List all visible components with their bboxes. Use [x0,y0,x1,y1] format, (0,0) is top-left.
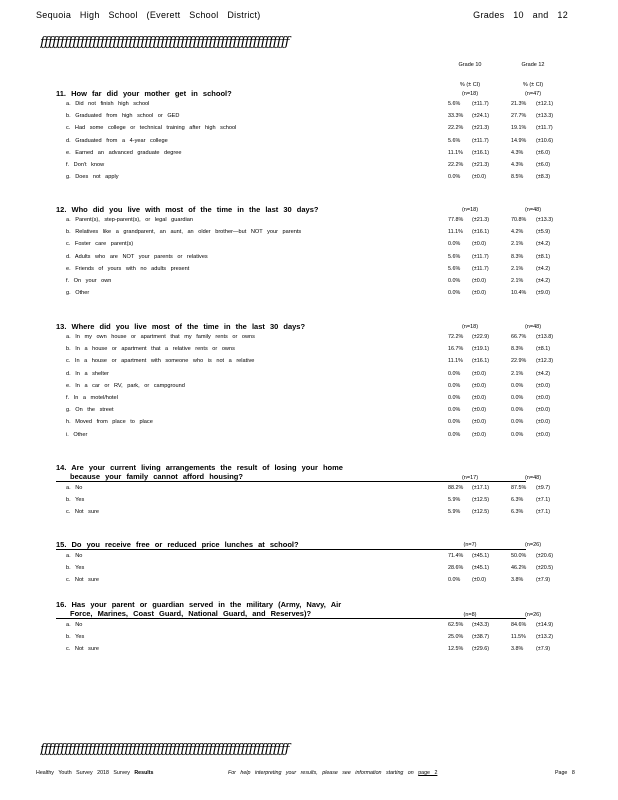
grade12-percent: 14.9% [511,137,527,144]
question-title [56,540,542,550]
grade10-ci: (±12.5) [472,497,490,504]
grade10-ci: (±21.3) [472,125,490,132]
answer-label: c. Had some college or technical training after high school [66,125,237,132]
answer-label: e. Friends of yours with no adults present [66,265,190,272]
grade12-ci: (±8.3) [536,174,551,181]
question-title [56,463,542,482]
grade12-ci: (±13.3) [536,113,554,120]
grade10-percent: 71.4% [448,553,464,559]
answer-label: f. In a motel/hotel [66,394,118,401]
answer-label: b. Relatives like a grandparent, an aunt, an older brother—but NOT your parents [66,229,302,236]
answer-row [56,214,554,226]
grade12-ci: (±6.0) [536,149,551,156]
grade12-percent: 84.6% [511,622,527,628]
grade10-sample-size: (n=8) [463,612,477,618]
answer-row [56,429,551,441]
grade10-ci: (±38.7) [472,634,490,641]
grade10-ci: (±19.1) [472,346,490,353]
grade12-ci: (±4.2) [536,265,551,272]
answer-row [56,631,554,643]
grade10-percent: 0.0% [448,419,461,426]
answer-row [56,263,551,275]
answer-label: a. No [66,622,83,628]
answer-label: d. In a shelter [66,370,109,377]
question-title-line: 15. Do you receive free or reduced price lunches at school? [56,540,299,549]
answer-row [56,226,551,238]
grade10-ci: (±0.0) [472,419,487,426]
grade12-percent: 2.1% [511,265,524,272]
grade12-ci: (±0.0) [536,394,551,401]
answer-label: f. Don't know [66,161,105,168]
answer-row [56,275,551,287]
answer-label: i. Other [66,431,88,438]
grade12-ci: (±7.1) [536,509,551,516]
grade10-percent: 0.0% [448,277,461,284]
question-title-line: 16. Has your parent or guardian served in the military (Army, Navy, Air [56,600,342,609]
page-number: Page 8 [555,770,575,776]
grade12-ci: (±6.0) [536,161,551,168]
grade12-ci: (±9.7) [536,485,551,491]
grade10-percent: 0.0% [448,407,461,414]
answer-label: c. Not sure [66,646,100,653]
grade10-percent: 0.0% [448,174,461,181]
footer-survey [36,770,154,776]
grade12-ci: (±13.2) [536,634,554,641]
grade12-ci: (±5.9) [536,229,551,236]
answer-row [56,238,551,250]
question-title-line-2: Force, Marines, Coast Guard, National Guard, and Reserves)? [70,609,312,618]
grade12-ci: (±4.2) [536,277,551,284]
grade12-ci: (±10.6) [536,137,554,144]
answer-label: g. On the street [66,407,114,414]
grade10-percent: 72.2% [448,334,464,340]
footer-help [228,770,437,776]
grade10-percent: 22.2% [448,125,464,132]
grade12-ci: (±0.0) [536,407,551,414]
answer-label: b. Yes [66,634,85,641]
grade12-percent: 27.7% [511,113,527,120]
answer-label: a. No [66,553,83,559]
grade10-percent: 77.8% [448,217,464,223]
answer-row [56,159,551,171]
grade12-percent: 2.1% [511,277,524,284]
grade10-ci: (±11.7) [472,265,489,272]
grade10-percent: 88.2% [448,485,464,491]
answer-label: b. Yes [66,565,85,572]
answer-row [56,392,551,404]
grade12-ci: (±7.9) [536,646,551,653]
grade12-percent: 4.2% [511,229,524,236]
answer-row [56,171,551,183]
grade10-percent: 5.9% [448,497,461,504]
grade12-percent: 8.3% [511,346,524,353]
grade12-percent: 10.4% [511,290,527,297]
grade12-ci: (±0.0) [536,419,551,426]
answer-row [56,147,551,159]
grade12-ci: (±11.7) [536,125,553,132]
grade10-sample-size: (n=17) [461,475,479,481]
answer-row [56,343,551,355]
grade10-percent: 22.2% [448,161,464,168]
grade10-ci: (±0.0) [472,277,487,284]
question-title [56,322,542,331]
grade10-percent: 0.0% [448,577,461,584]
grade12-percent: 3.8% [511,577,524,584]
grade10-ci: (±11.7) [472,137,489,144]
grade10-ci: (±22.9) [472,334,490,340]
grade12-percent: 2.1% [511,370,524,377]
grade12-ci: (±8.1) [536,346,551,353]
grade10-ci: (±0.0) [472,241,487,248]
grade10-percent: 0.0% [448,431,461,438]
answer-row [56,416,551,428]
grade12-ci: (±4.2) [536,241,551,248]
grade10-ci: (±0.0) [472,407,487,414]
answer-row [56,550,554,562]
grade10-ci: (±11.7) [472,101,489,107]
question-block [56,205,554,299]
grade12-ci: (±12.1) [536,101,554,107]
answer-row [56,331,554,343]
grade12-percent: 2.1% [511,241,524,248]
grade10-ci: (±17.1) [472,485,490,491]
question-title [56,600,542,619]
question-block [56,540,554,587]
col-grade12-pct: % (± CI) [522,82,544,88]
answer-row [56,506,551,518]
answer-row [56,643,551,655]
question-title-line: 13. Where did you live most of the time in the last 30 days? [56,322,306,331]
decorative-divider-top: ƒƒƒƒƒƒƒƒƒƒƒƒƒƒƒƒƒƒƒƒƒƒƒƒƒƒƒƒƒƒƒƒƒƒƒƒƒƒƒƒƒƒƒƒƒƒƒƒƒƒƒƒƒƒƒƒƒƒƒƒƒƒ [40,35,289,50]
answer-row [56,404,551,416]
answer-row [56,482,551,494]
grade10-ci: (±0.0) [472,382,487,389]
grade12-percent: 0.0% [511,419,524,426]
grade12-ci: (±14.9) [536,622,554,628]
grade12-percent: 70.8% [511,217,527,223]
question-title-line: 11. How far did your mother get in school? [56,89,232,98]
footer-results: Results [134,770,154,776]
grade10-percent: 5.6% [448,265,461,272]
grade10-ci: (±16.1) [472,229,490,236]
grade10-percent: 33.3% [448,113,464,120]
answer-row [56,251,551,263]
grade10-ci: (±21.3) [472,217,490,223]
grade12-ci: (±0.0) [536,382,551,389]
answer-label: c. Foster care parent(s) [66,241,134,248]
answer-row [56,98,554,110]
grade12-sample-size: (n=26) [524,542,542,548]
grade12-percent: 11.5% [511,634,526,641]
school-name: Sequoia High School (Everett School District) [36,10,261,20]
grade12-percent: 50.0% [511,553,527,559]
answer-label: c. In a house or apartment with someone who is not a relative [66,358,255,365]
grade10-percent: 0.0% [448,382,461,389]
grade10-sample-size: (n=18) [461,207,479,213]
grade12-percent: 19.1% [511,125,527,132]
grade10-percent: 0.0% [448,370,461,377]
grade10-ci: (±0.0) [472,290,487,297]
grade10-ci: (±16.1) [472,358,490,365]
grade12-ci: (±12.3) [536,358,554,365]
grade10-sample-size: (n=7) [463,542,477,548]
answer-label: a. Did not finish high school [66,101,150,107]
question-block [56,463,551,519]
grade10-ci: (±24.1) [472,113,490,120]
answer-label: e. In a car or RV, park, or campground [66,382,185,389]
grade10-percent: 12.5% [448,646,464,653]
answer-label: g. Other [66,290,90,297]
answer-row [56,494,551,506]
answer-row [56,287,551,299]
answer-label: a. No [66,485,83,491]
grade12-ci: (±7.9) [536,577,551,584]
grade10-ci: (±0.0) [472,431,487,438]
grade10-ci: (±12.5) [472,509,490,516]
grade10-ci: (±21.3) [472,161,490,168]
col-grade10-header: Grade 10 [458,62,482,68]
grade10-percent: 28.6% [448,565,464,572]
grade12-sample-size: (n=47) [524,91,542,97]
grade12-percent: 0.0% [511,394,524,401]
grade10-ci: (±0.0) [472,577,487,584]
grade10-ci: (±16.1) [472,149,490,156]
grade12-percent: 8.5% [511,174,524,181]
grade12-sample-size: (n=48) [524,207,542,213]
grades-label: Grades 10 and 12 [473,10,568,20]
answer-label: f. On your own [66,277,112,284]
grade10-percent: 25.0% [448,634,464,641]
grade10-percent: 5.9% [448,509,461,516]
answer-row [56,562,554,574]
answer-label: b. In a house or apartment that a relative rents or owns [66,346,235,353]
answer-row [56,135,554,147]
grade12-sample-size: (n=48) [524,475,542,481]
grade10-sample-size: (n=18) [461,91,479,97]
grade10-percent: 11.1% [448,358,463,365]
grade12-sample-size: (n=26) [524,612,542,618]
grade10-percent: 5.6% [448,137,461,144]
answer-row [56,619,554,631]
col-grade12-header: Grade 12 [521,62,545,68]
grade12-ci: (±7.1) [536,497,551,504]
question-block [56,89,554,183]
answer-row [56,380,551,392]
grade10-ci: (±11.7) [472,253,489,260]
grade12-percent: 22.9% [511,358,527,365]
grade12-percent: 0.0% [511,431,524,438]
grade10-sample-size: (n=18) [461,324,479,330]
question-block [56,600,554,656]
grade12-percent: 21.3% [511,101,527,107]
grade10-percent: 11.1% [448,229,463,236]
grade10-ci: (±45.1) [472,553,490,559]
answer-row [56,122,553,134]
question-title [56,89,542,98]
grade12-percent: 6.3% [511,509,524,516]
answer-label: d. Adults who are NOT your parents or relatives [66,253,208,260]
answer-label: b. Graduated from high school or GED [66,113,180,120]
answer-label: b. Yes [66,497,85,504]
grade12-percent: 0.0% [511,382,524,389]
grade12-percent: 3.8% [511,646,524,653]
grade10-percent: 5.6% [448,253,461,260]
answer-label: d. Graduated from a 4-year college [66,137,168,144]
grade10-percent: 11.1% [448,149,463,156]
grade12-ci: (±20.5) [536,565,554,572]
grade12-percent: 46.2% [511,565,527,572]
grade12-percent: 0.0% [511,407,524,414]
question-block [56,322,554,441]
grade12-ci: (±4.2) [536,370,551,377]
grade10-ci: (±29.6) [472,646,490,653]
answer-label: g. Does not apply [66,174,119,181]
grade12-ci: (±8.1) [536,253,551,260]
grade12-percent: 6.3% [511,497,524,504]
grade10-ci: (±0.0) [472,174,487,181]
answer-row [56,574,551,586]
grade12-ci: (±13.3) [536,217,554,223]
grade12-percent: 87.5% [511,485,527,491]
decorative-divider-bottom: ƒƒƒƒƒƒƒƒƒƒƒƒƒƒƒƒƒƒƒƒƒƒƒƒƒƒƒƒƒƒƒƒƒƒƒƒƒƒƒƒƒƒƒƒƒƒƒƒƒƒƒƒƒƒƒƒƒƒƒƒƒƒ [40,742,289,757]
grade10-percent: 0.0% [448,241,461,248]
grade12-ci: (±20.6) [536,553,554,559]
footer-page-link[interactable]: page 2 [418,770,438,776]
grade10-ci: (±0.0) [472,394,487,401]
answer-label: c. Not sure [66,509,100,516]
grade10-ci: (±43.3) [472,622,490,628]
col-grade10-pct: % (± CI) [459,82,481,88]
answer-label: a. In my own house or apartment that my family rents or owns [66,334,255,340]
grade10-percent: 0.0% [448,290,461,297]
grade10-percent: 0.0% [448,394,461,401]
grade12-percent: 4.3% [511,149,524,156]
answer-label: c. Not sure [66,577,100,584]
grade10-ci: (±0.0) [472,370,487,377]
question-title-line: 12. Who did you live with most of the time in the last 30 days? [56,205,319,214]
answer-label: h. Moved from place to place [66,419,153,426]
question-title-line-2: because your family cannot afford housing? [70,472,243,481]
answer-row [56,110,554,122]
answer-row [56,355,554,367]
grade12-ci: (±0.0) [536,431,551,438]
question-title [56,205,542,214]
answer-label: a. Parent(s), step-parent(s), or legal guardian [66,217,193,223]
grade12-percent: 4.3% [511,161,524,168]
grade10-percent: 16.7% [448,346,464,353]
grade10-percent: 5.6% [448,101,461,107]
grade10-ci: (±45.1) [472,565,490,572]
footer-survey-text: Healthy Youth Survey 2018 Survey [36,770,130,776]
grade12-percent: 66.7% [511,334,527,340]
grade12-sample-size: (n=48) [524,324,542,330]
grade10-percent: 62.5% [448,622,464,628]
answer-row [56,368,551,380]
grade12-ci: (±9.0) [536,290,551,297]
footer-help-text: For help interpreting your results, please see information starting on [228,770,414,776]
grade12-ci: (±13.8) [536,334,554,340]
grade12-percent: 8.3% [511,253,524,260]
answer-label: e. Earned an advanced graduate degree [66,149,182,156]
question-title-line: 14. Are your current living arrangements the result of losing your home [56,463,343,472]
